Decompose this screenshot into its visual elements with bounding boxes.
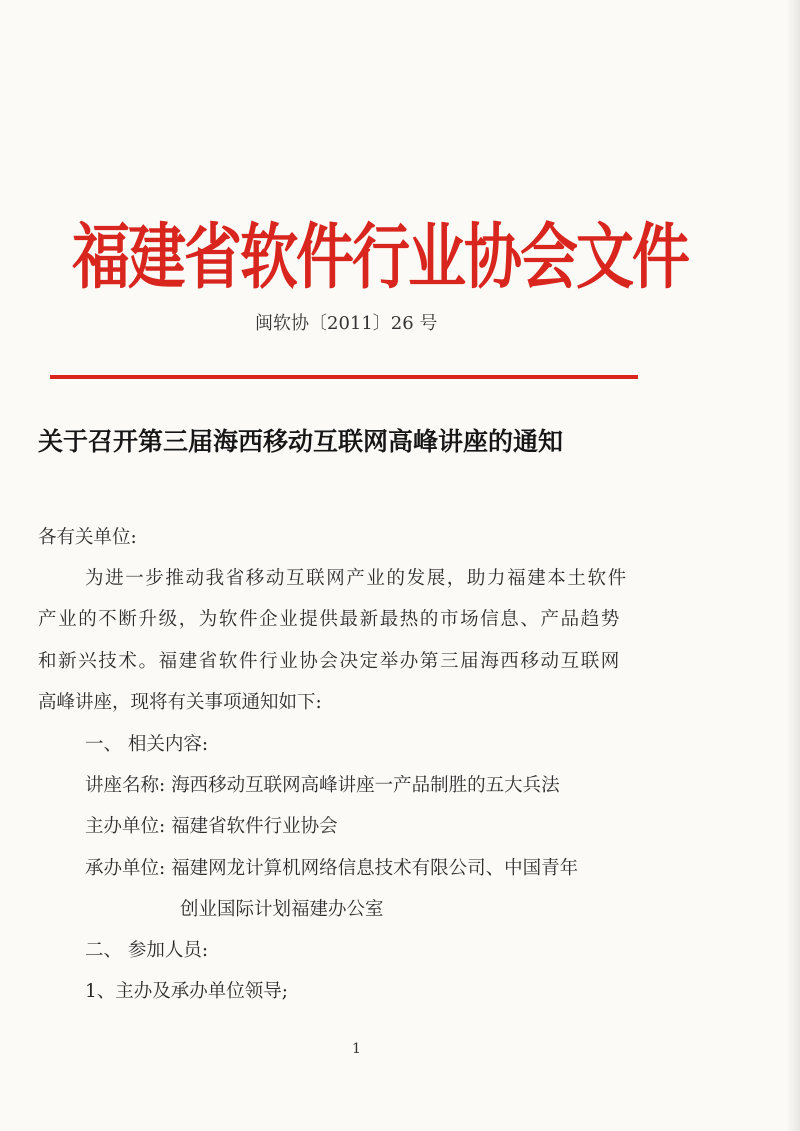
intro-line-1: 为进一步推动我省移动互联网产业的发展，助力福建本土软件	[85, 568, 628, 589]
page-number: 1	[352, 1041, 361, 1057]
section-1-heading: 一、 相关内容:	[85, 734, 209, 755]
lecture-name-line: 讲座名称: 海西移动互联网高峰讲座一产品制胜的五大兵法	[85, 775, 560, 796]
document-number: 闽软协〔2011〕26 号	[255, 313, 438, 334]
organizer-line-1: 承办单位: 福建网龙计算机网络信息技术有限公司、中国青年	[85, 858, 579, 879]
list-item-1: 1、主办及承办单位领导;	[85, 981, 289, 1002]
organization-header-title: 福建省软件行业协会文件	[72, 215, 689, 299]
page-edge-shadow	[786, 0, 800, 1131]
salutation: 各有关单位:	[38, 527, 137, 548]
intro-line-2: 产业的不断升级，为软件企业提供最新最热的市场信息、产品趋势	[38, 609, 621, 630]
host-line: 主办单位: 福建省软件行业协会	[85, 816, 338, 837]
section-2-heading: 二、 参加人员:	[85, 940, 209, 961]
intro-line-4: 高峰讲座，现将有关事项通知如下:	[38, 692, 322, 713]
intro-line-3: 和新兴技术。福建省软件行业协会决定举办第三届海西移动互联网	[38, 651, 621, 672]
organizer-line-2: 创业国际计划福建办公室	[180, 899, 384, 920]
red-divider-line	[50, 375, 638, 379]
notice-title: 关于召开第三届海西移动互联网高峰讲座的通知	[38, 427, 564, 456]
